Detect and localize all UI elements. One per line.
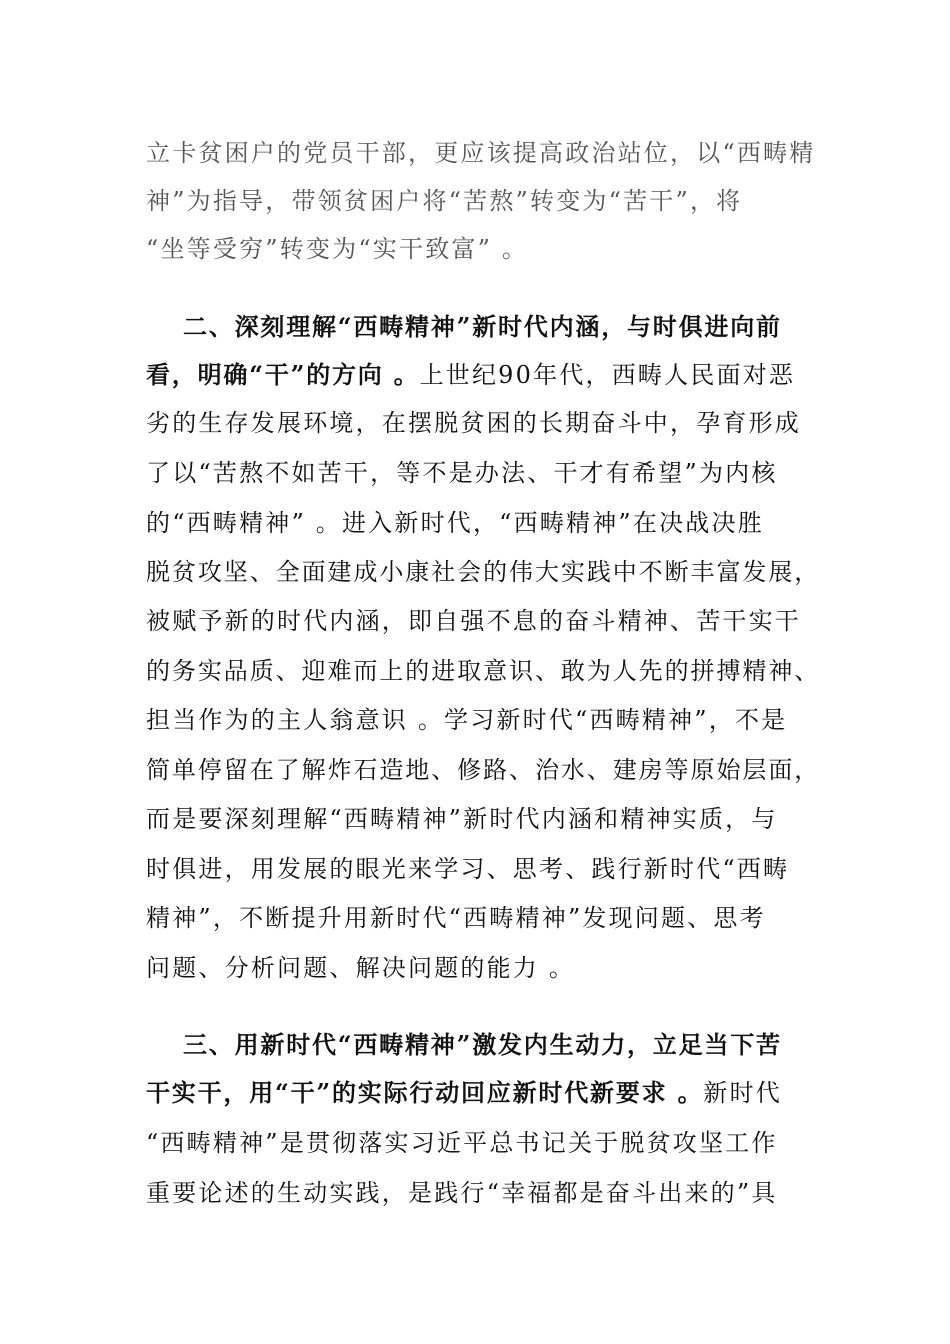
paragraph-1-line-3: “坐等受穷”转变为“实干致富” 。 <box>146 235 529 263</box>
section-2-heading-line-2: 看，明确“干”的方向 。 <box>146 360 420 389</box>
section-2-body-line: 的务实品质、迎难而上的进取意识、敢为人先的拼搏精神、 <box>146 657 821 685</box>
section-2-body-line: 问题、分析问题、解决问题的能力 。 <box>146 954 576 982</box>
section-3-line-2 <box>146 1078 782 1108</box>
section-2-body-line: 简单停留在了解炸石造地、修路、治水、建房等原始层面， <box>146 756 821 784</box>
section-2-body-line: 担当作为的主人翁意识 。学习新时代“西畴精神”，不是 <box>146 706 788 734</box>
section-2-body-line: 脱贫攻坚、全面建成小康社会的伟大实践中不断丰富发展， <box>146 558 821 586</box>
section-2-body-line: 的“西畴精神” 。进入新时代，“西畴精神”在决战决胜 <box>146 509 764 537</box>
section-2-body-line: 被赋予新的时代内涵，即自强不息的奋斗精神、苦干实干 <box>146 607 801 635</box>
section-2-body-line: 劣的生存发展环境，在摆脱贫困的长期奋斗中，孕育形成 <box>146 409 801 437</box>
paragraph-1-line-1: 立卡贫困户的党员干部，更应该提高政治站位，以“西畴精 <box>146 139 816 167</box>
section-2-line-2 <box>146 360 795 390</box>
section-2-body-start: 上世纪90年代，西畴人民面对恶 <box>419 361 796 389</box>
section-2-heading-line-1: 二、深刻理解“西畴精神”新时代内涵，与时俱进向前 <box>183 312 782 341</box>
section-3-body-line: “西畴精神”是贯彻落实习近平总书记关于脱贫攻坚工作 <box>146 1129 778 1157</box>
paragraph-1-line-2: 神”为指导，带领贫困户将“苦熬”转变为“苦干”，将 <box>146 187 743 215</box>
section-3-heading-line-2: 干实干，用“干”的实际行动回应新时代新要求 。 <box>146 1078 704 1107</box>
section-3-heading-line-1: 三、用新时代“西畴精神”激发内生动力，立足当下苦 <box>183 1030 782 1059</box>
section-3-body-start: 新时代 <box>703 1079 782 1107</box>
section-2-body-line: 而是要深刻理解“西畴精神”新时代内涵和精神实质，与 <box>146 805 778 833</box>
section-2-body-line: 精神”，不断提升用新时代“西畴精神”发现问题、思考 <box>146 904 766 932</box>
section-2-body-line: 了以“苦熬不如苦干，等不是办法、干才有希望”为内核 <box>146 459 778 487</box>
section-3-body-line: 重要论述的生动实践，是践行“幸福都是奋斗出来的”具 <box>146 1179 778 1207</box>
section-2-body-line: 时俱进，用发展的眼光来学习、思考、践行新时代“西畴 <box>146 855 790 883</box>
